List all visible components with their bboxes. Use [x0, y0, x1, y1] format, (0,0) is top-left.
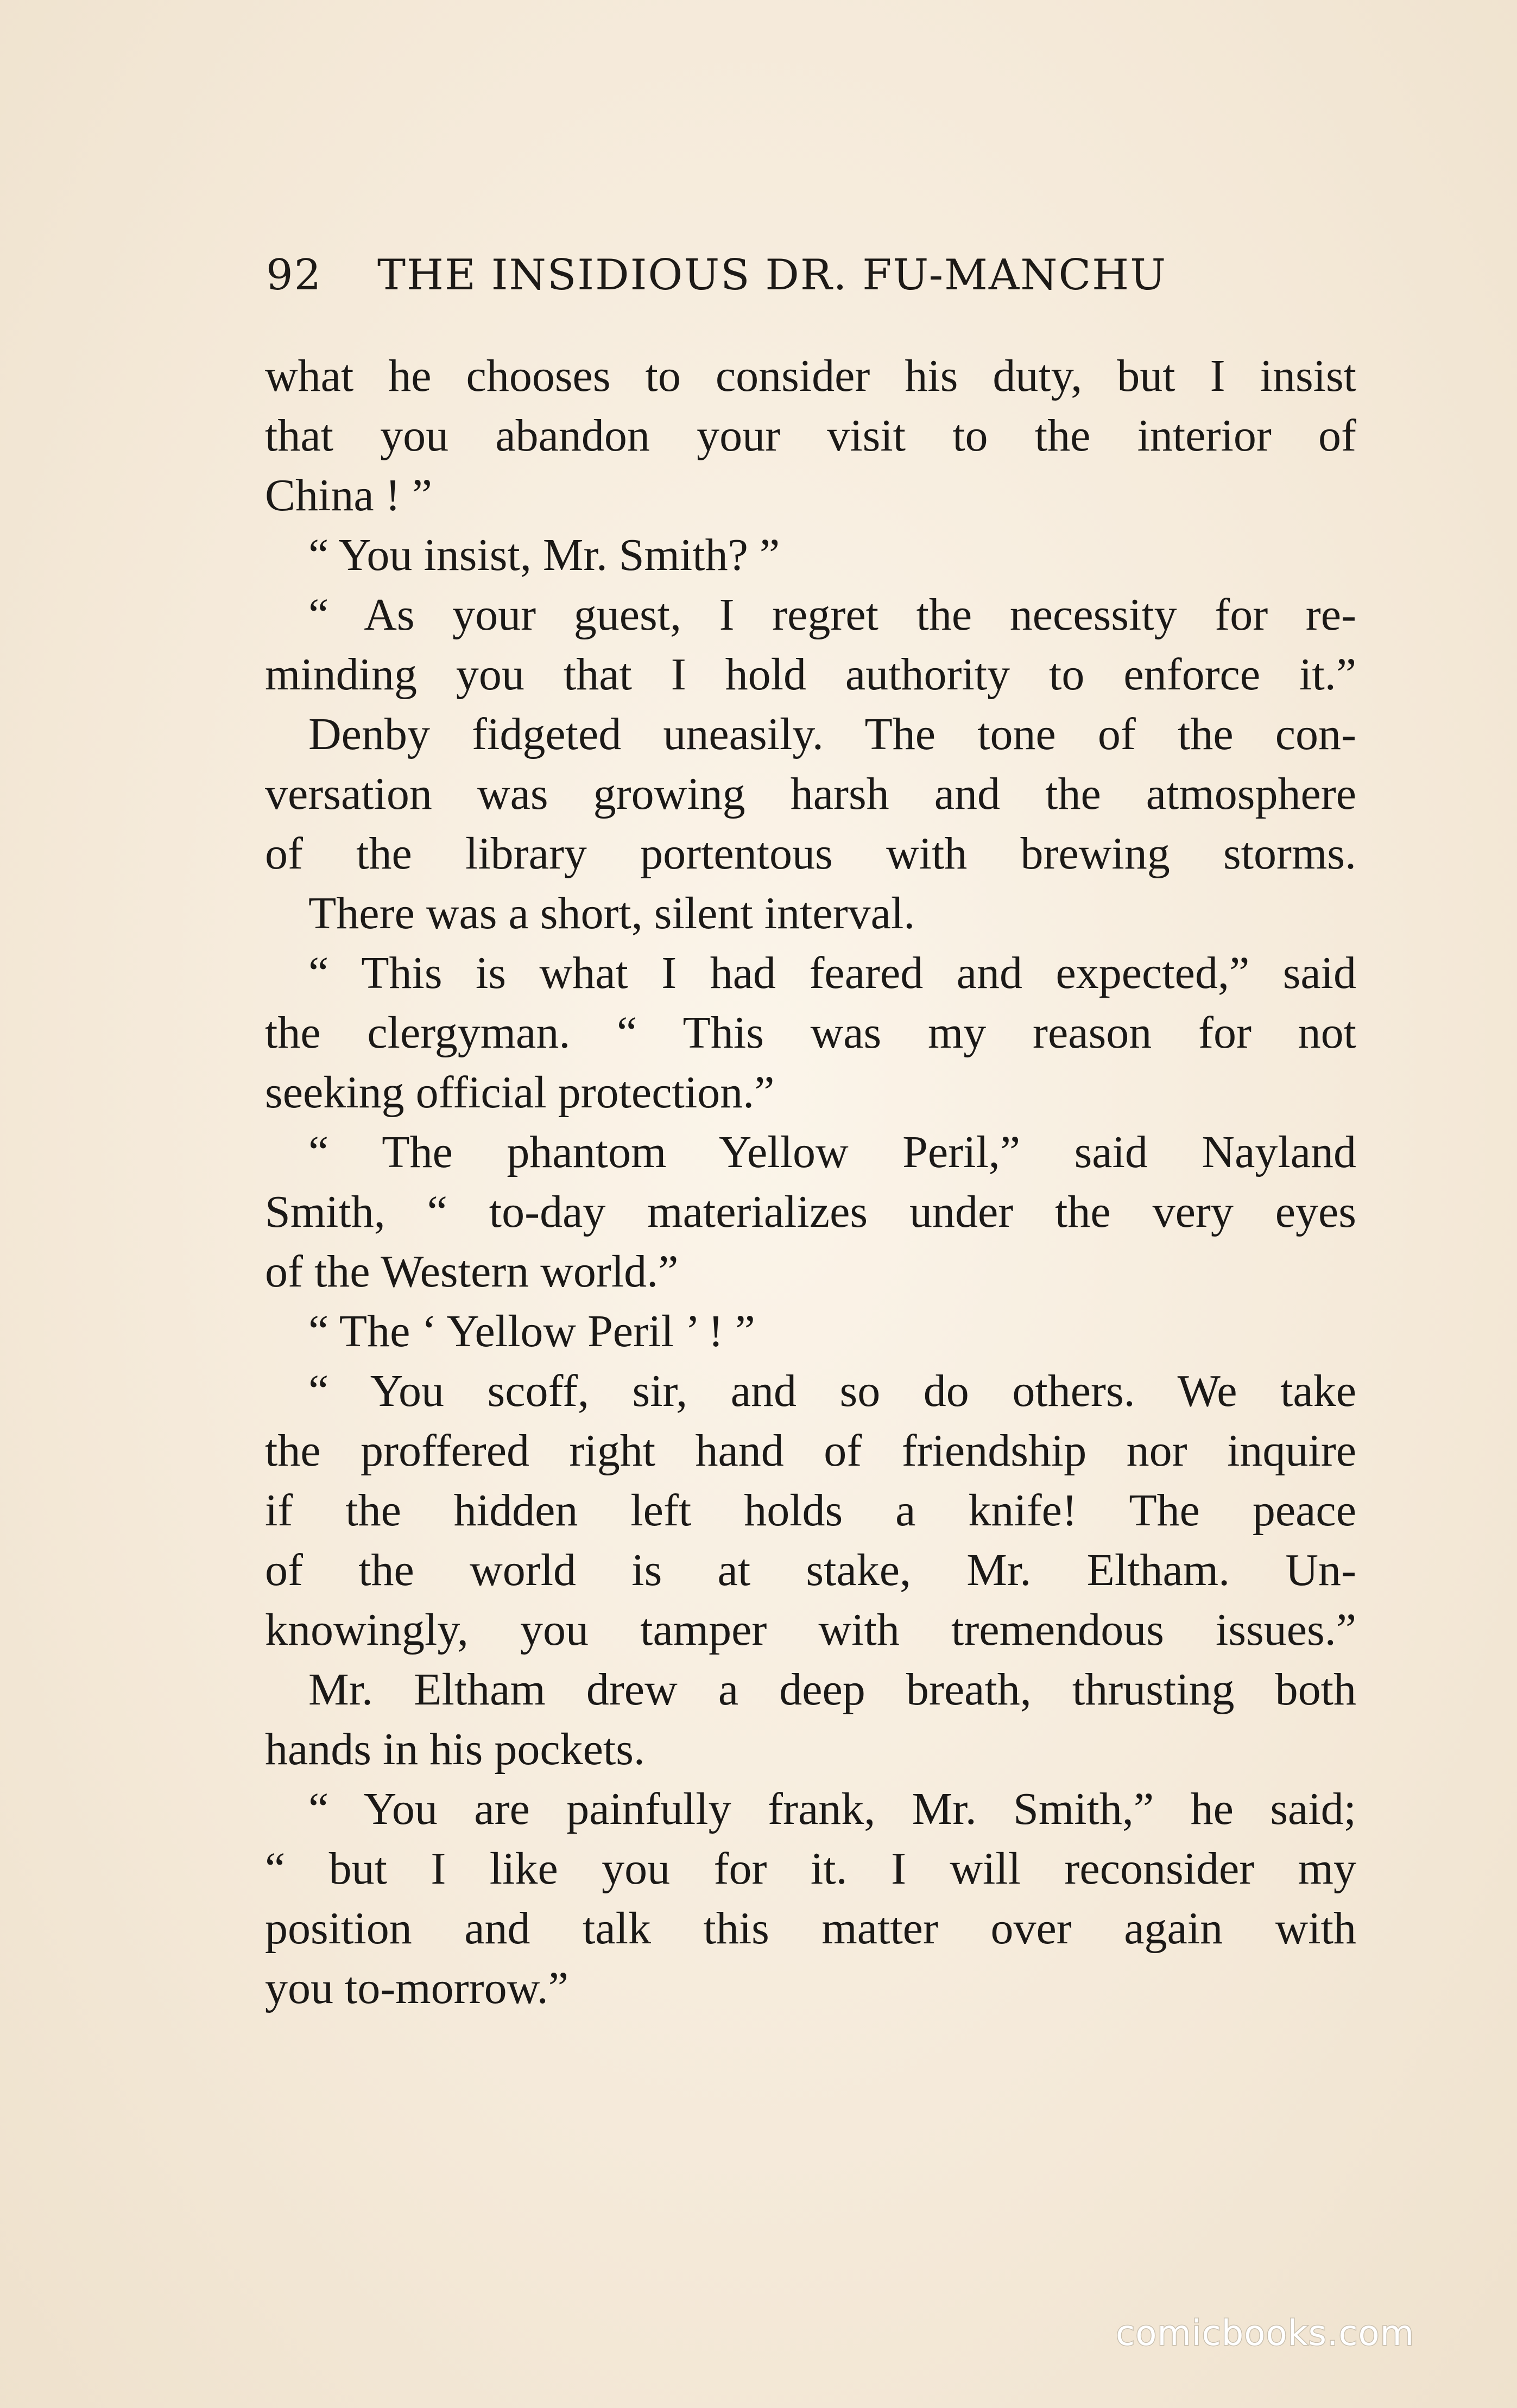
body-text — [265, 346, 1356, 2018]
text-line: “ The phantom Yellow Peril,” said Nayland — [308, 1127, 1356, 1177]
text-line: There was a short, silent interval. — [308, 888, 915, 939]
text-line: “ The ‘ Yellow Peril ’ ! ” — [308, 1306, 755, 1357]
text-line: hands in his pockets. — [265, 1724, 645, 1775]
text-line: what he chooses to consider his duty, but I insist — [265, 351, 1356, 401]
text-line: versation was growing harsh and the atmosphere — [265, 769, 1356, 819]
site-watermark: comicbooks.com — [1116, 2314, 1415, 2354]
text-line: “ You are painfully frank, Mr. Smith,” he said; — [308, 1784, 1356, 1834]
text-line: if the hidden left holds a knife! The peace — [265, 1485, 1356, 1536]
text-line: position and talk this matter over again with — [265, 1903, 1356, 1954]
text-line: of the library portentous with brewing storms. — [265, 828, 1356, 879]
page-number: 92 — [266, 251, 323, 300]
text-line: the proffered right hand of friendship nor inquire — [265, 1425, 1356, 1476]
text-line: of the world is at stake, Mr. Eltham. Un- — [265, 1545, 1356, 1595]
text-line: “ You scoff, sir, and so do others. We take — [308, 1366, 1356, 1416]
running-title: THE INSIDIOUS DR. FU-MANCHU — [377, 251, 1167, 300]
text-line: that you abandon your visit to the interior of — [265, 410, 1356, 461]
text-line: China ! ” — [265, 470, 432, 521]
text-line: Denby fidgeted uneasily. The tone of the con- — [308, 709, 1356, 759]
text-line: of the Western world.” — [265, 1246, 679, 1297]
text-line: “ but I like you for it. I will reconsider my — [265, 1843, 1356, 1894]
text-line: “ You insist, Mr. Smith? ” — [308, 530, 780, 580]
text-line: you to-morrow.” — [265, 1963, 569, 2013]
text-line: Mr. Eltham drew a deep breath, thrusting both — [308, 1664, 1356, 1715]
text-line: the clergyman. “ This was my reason for not — [265, 1007, 1356, 1058]
text-line: “ This is what I had feared and expected,” said — [308, 948, 1356, 998]
text-line: minding you that I hold authority to enforce it.” — [265, 649, 1356, 700]
text-line: Smith, “ to-day materializes under the very eyes — [265, 1187, 1356, 1237]
text-line: “ As your guest, I regret the necessity for re- — [308, 590, 1356, 640]
text-line: knowingly, you tamper with tremendous issues.” — [265, 1605, 1356, 1655]
running-header — [266, 251, 1276, 300]
text-line: seeking official protection.” — [265, 1067, 775, 1118]
